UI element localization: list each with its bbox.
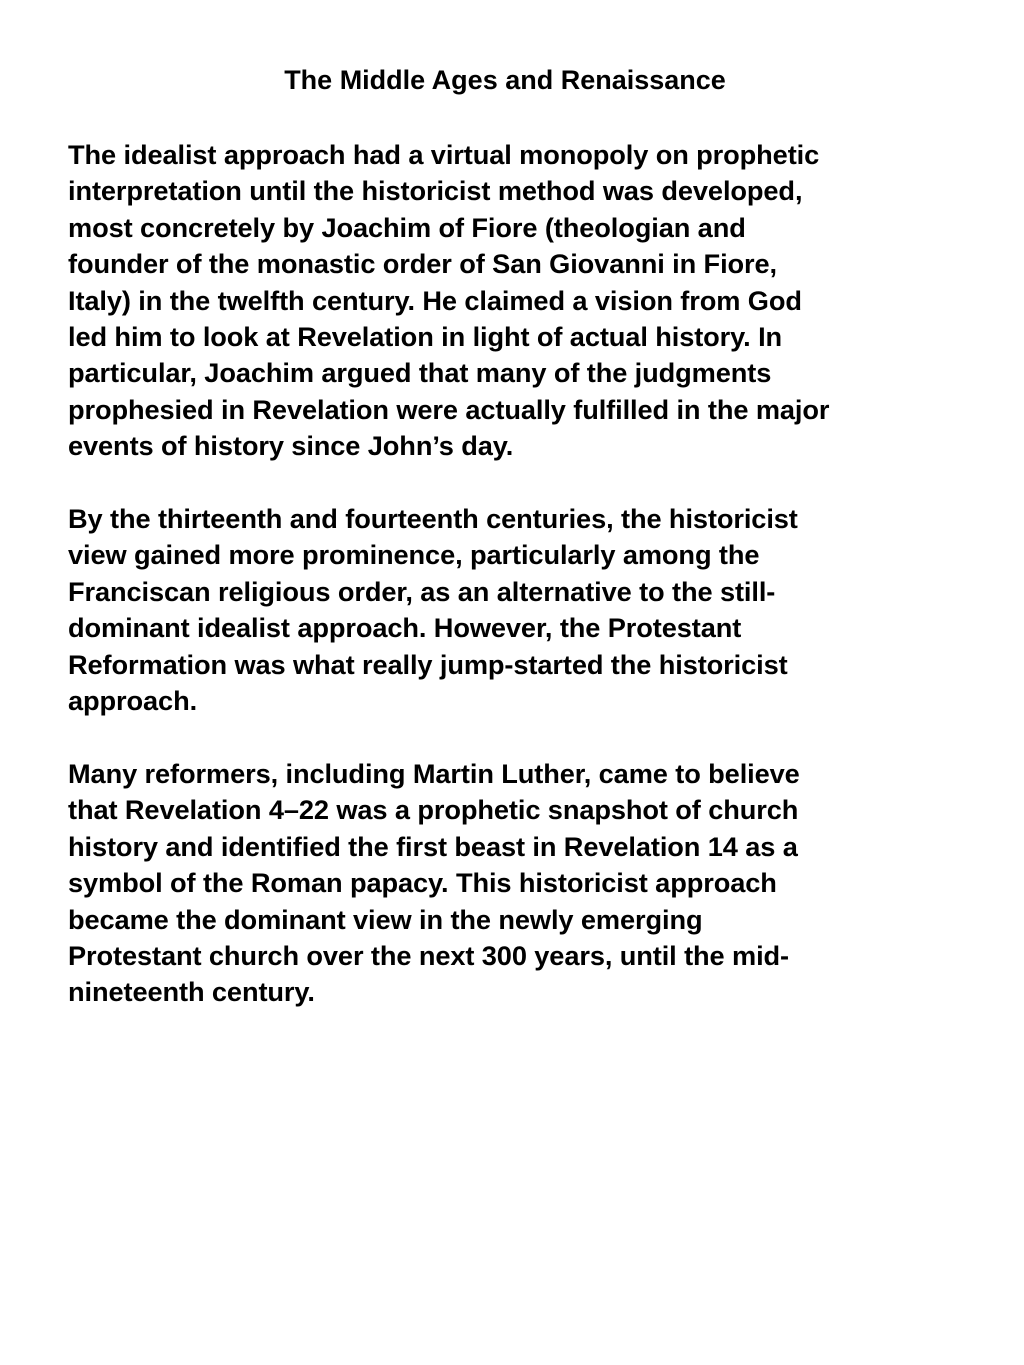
text-line: founder of the monastic order of San Giovanni in Fiore, — [68, 248, 777, 280]
text-line: The idealist approach had a virtual monopoly on prophetic — [68, 139, 820, 170]
text-line: prophesied in Revelation were actually fulfilled in the major — [68, 393, 830, 425]
text-line: symbol of the Roman papacy. This historicist approach — [68, 867, 777, 899]
text-line: became the dominant view in the newly emerging — [68, 903, 703, 935]
text-line: nineteenth century. — [68, 976, 315, 1008]
text-line: events of history since John’s day. — [68, 430, 514, 462]
text-line: Reformation was what really jump-started the historicist — [68, 648, 788, 680]
text-line: dominant idealist approach. However, the Protestant — [68, 612, 742, 644]
paragraph-historicist-view — [68, 501, 948, 719]
text-line: By the thirteenth and fourteenth centuries, the historicist — [68, 503, 798, 534]
text-line: led him to look at Revelation in light of actual history. In — [68, 321, 783, 353]
text-line: approach. — [68, 685, 198, 717]
text-line: Italy) in the twelfth century. He claimed a vision from God — [68, 284, 802, 316]
text-line: particular, Joachim argued that many of the judgments — [68, 357, 772, 389]
text-line: Many reformers, including Martin Luther, came to believe — [68, 758, 800, 789]
text-line: that Revelation 4–22 was a prophetic snapshot of church — [68, 794, 799, 826]
text-line: Franciscan religious order, as an alternative to the still- — [68, 575, 776, 607]
text-line: view gained more prominence, particularly among the — [68, 539, 760, 571]
text-line: most concretely by Joachim of Fiore (theologian and — [68, 211, 746, 243]
text-line: interpretation until the historicist method was developed, — [68, 175, 803, 207]
text-line: Protestant church over the next 300 years, until the mid- — [68, 940, 790, 972]
paragraph-idealist-approach — [68, 137, 948, 465]
text-line: history and identified the first beast in Revelation 14 as a — [68, 830, 798, 862]
paragraph-reformers — [68, 756, 948, 1011]
page-title: The Middle Ages and Renaissance — [284, 65, 726, 95]
